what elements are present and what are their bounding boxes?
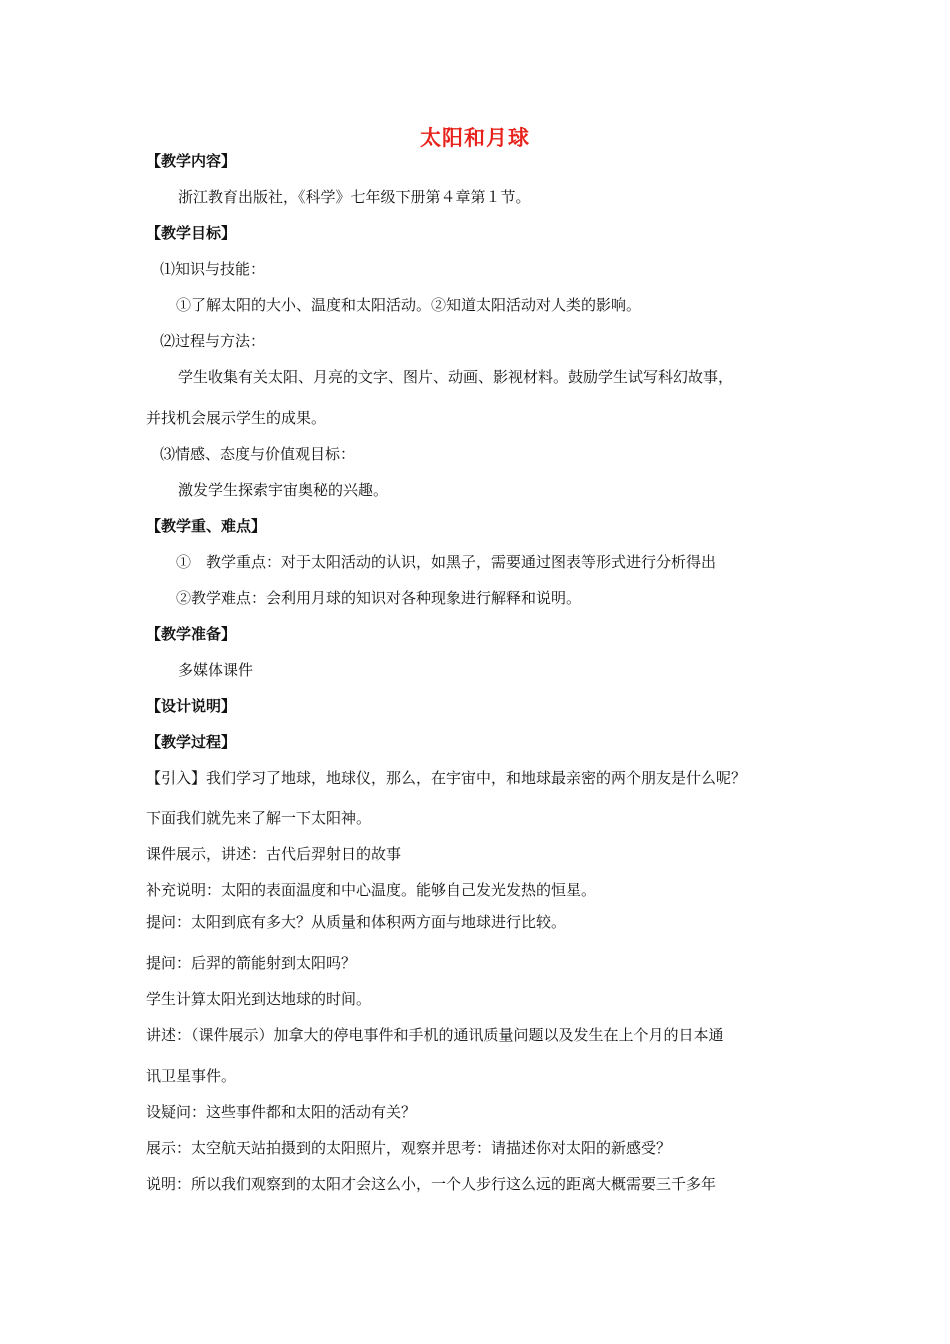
process-question-size: 提问：太阳到底有多大？从质量和体积两方面与地球进行比较。 xyxy=(146,913,567,931)
section-heading-design: 【设计说明】 xyxy=(146,697,237,715)
process-question-arrow: 提问：后羿的箭能射到太阳吗？ xyxy=(146,954,357,972)
preparation-text: 多媒体课件 xyxy=(178,661,254,679)
section-heading-key-points: 【教学重、难点】 xyxy=(146,517,267,535)
difficulty-text: ②教学难点：会利用月球的知识对各种现象进行解释和说明。 xyxy=(176,589,582,607)
process-explanation-text: 说明：所以我们观察到的太阳才会这么小，一个人步行这么远的距离大概需要三千多年 xyxy=(146,1175,717,1193)
section-heading-process: 【教学过程】 xyxy=(146,733,237,751)
content-text: 浙江教育出版社，《科学》七年级下册第４章第１节。 xyxy=(178,188,531,206)
objective-process-label: ⑵过程与方法： xyxy=(160,332,266,350)
document-title: 太阳和月球 xyxy=(420,126,530,150)
objective-process-text-cont: 并找机会展示学生的成果。 xyxy=(146,409,327,427)
process-display-text: 展示：太空航天站拍摄到的太阳照片，观察并思考：请描述你对太阳的新感受？ xyxy=(146,1139,672,1157)
process-supplement-text: 补充说明：太阳的表面温度和中心温度。能够自己发光发热的恒星。 xyxy=(146,881,597,899)
process-lecture-text: 讲述：（课件展示）加拿大的停电事件和手机的通讯质量问题以及发生在上个月的日本通 xyxy=(146,1026,724,1044)
section-heading-preparation: 【教学准备】 xyxy=(146,625,237,643)
key-point-text: ① 教学重点：对于太阳活动的认识，如黑子，需要通过图表等形式进行分析得出 xyxy=(176,553,717,571)
section-heading-content: 【教学内容】 xyxy=(146,152,237,170)
objective-knowledge-text: ①了解太阳的大小、温度和太阳活动。②知道太阳活动对人类的影响。 xyxy=(176,296,642,314)
objective-attitude-text: 激发学生探索宇宙奥秘的兴趣。 xyxy=(178,481,389,499)
process-intro-text: 【引入】我们学习了地球，地球仪，那么，在宇宙中，和地球最亲密的两个朋友是什么呢？ xyxy=(146,769,747,787)
section-heading-objectives: 【教学目标】 xyxy=(146,224,237,242)
process-courseware-text: 课件展示，讲述：古代后羿射日的故事 xyxy=(146,845,402,863)
process-student-calc: 学生计算太阳光到达地球的时间。 xyxy=(146,990,372,1008)
process-intro-text-cont: 下面我们就先来了解一下太阳神。 xyxy=(146,809,372,827)
process-doubt-question: 设疑问：这些事件都和太阳的活动有关？ xyxy=(146,1103,417,1121)
objective-process-text: 学生收集有关太阳、月亮的文字、图片、动画、影视材料。鼓励学生试写科幻故事， xyxy=(178,368,734,386)
process-lecture-text-cont: 讯卫星事件。 xyxy=(146,1067,237,1085)
objective-attitude-label: ⑶情感、态度与价值观目标： xyxy=(160,445,356,463)
objective-knowledge-label: ⑴知识与技能： xyxy=(160,260,266,278)
